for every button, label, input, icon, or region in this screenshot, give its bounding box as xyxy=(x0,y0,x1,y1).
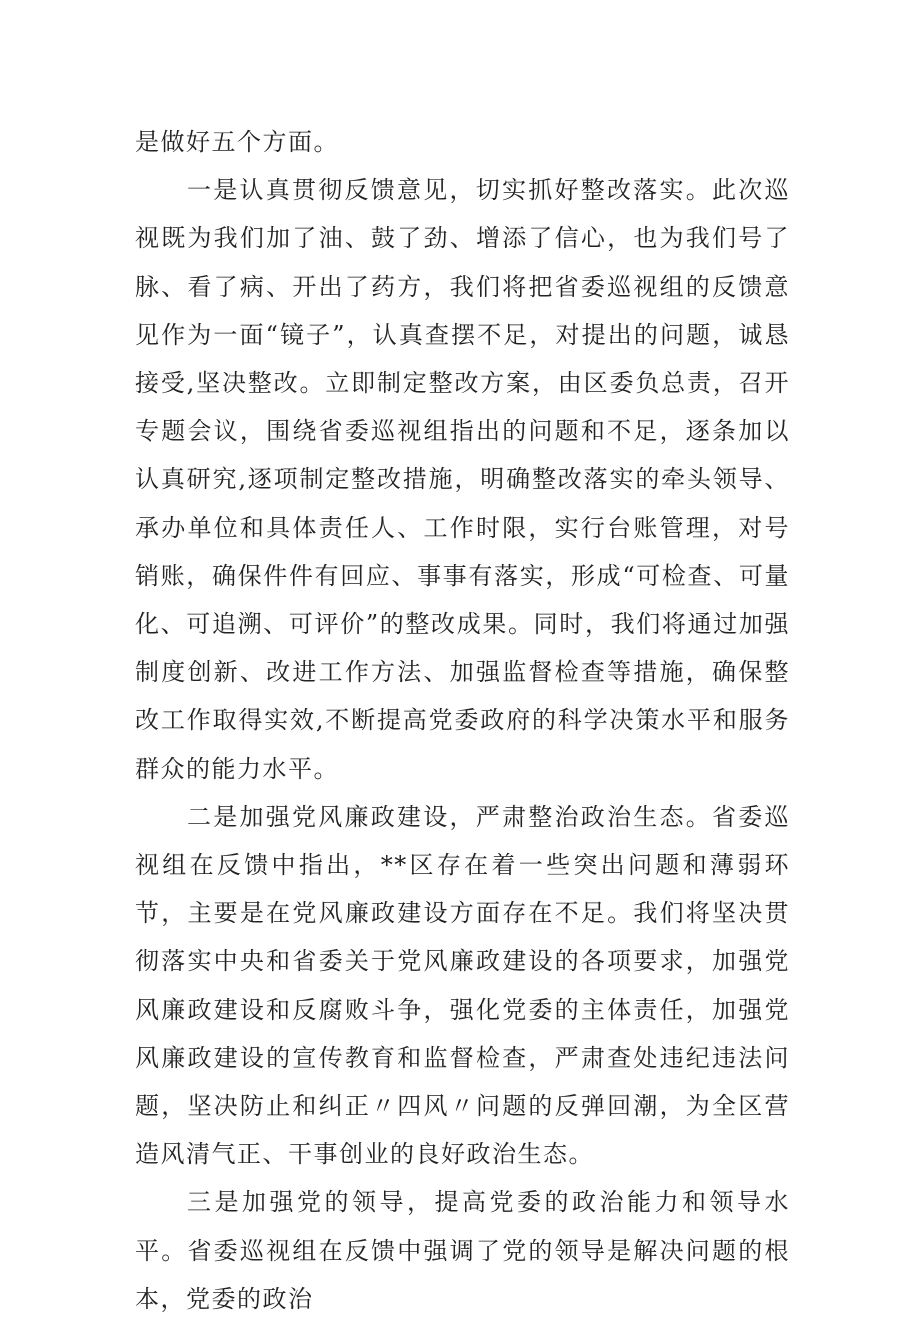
paragraph-point-one: 一是认真贯彻反馈意见，切实抓好整改落实。此次巡视既为我们加了油、鼓了劲、增添了信心，也为我们号了脉、看了病、开出了药方，我们将把省委巡视组的反馈意见作为一面“镜子”，认真查摆不足，对提出的问题，诚恳接受,坚决整改。立即制定整改方案，由区委负总责，召开专题会议，围绕省委巡视组指出的问题和不足，逐条加以认真研究,逐项制定整改措施，明确整改落实的牵头领导、承办单位和具体责任人、工作时限，实行台账管理，对号销账，确保件件有回应、事事有落实，形成“可检查、可量化、可追溯、可评价”的整改成果。同时，我们将通过加强制度创新、改进工作方法、加强监督检查等措施，确保整改工作取得实效,不断提高党委政府的科学决策水平和服务群众的能力水平。 xyxy=(135,176,790,783)
paragraph-continuation: 是做好五个方面。 xyxy=(135,128,339,156)
document-body xyxy=(135,118,790,1323)
paragraph-point-two: 二是加强党风廉政建设，严肃整治政治生态。省委巡视组在反馈中指出，**区存在着一些突出问题和薄弱环节，主要是在党风廉政建设方面存在不足。我们将坚决贯彻落实中央和省委关于党风廉政建设的各项要求，加强党风廉政建设和反腐败斗争，强化党委的主体责任，加强党风廉政建设的宣传教育和监督检查，严肃查处违纪违法问题，坚决防止和纠正〃四风〃问题的反弹回潮，为全区营造风清气正、干事创业的良好政治生态。 xyxy=(135,802,790,1169)
paragraph-point-three: 三是加强党的领导，提高党委的政治能力和领导水平。省委巡视组在反馈中强调了党的领导是解决问题的根本，党委的政治 xyxy=(135,1188,790,1313)
